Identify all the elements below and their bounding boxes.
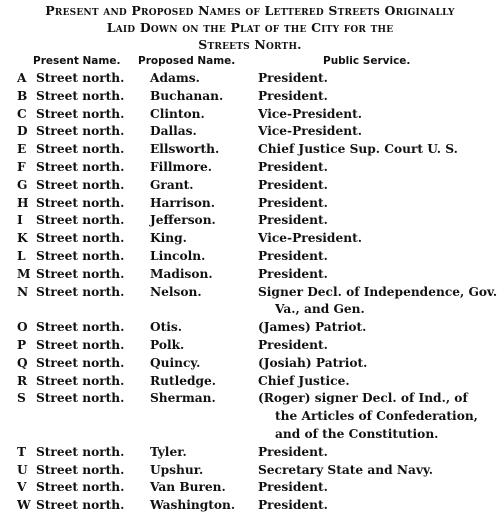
proposed-name: Sherman. xyxy=(150,391,216,406)
header-proposed-name: Proposed Name. xyxy=(138,55,236,67)
public-service-line: President. xyxy=(258,195,328,210)
public-service xyxy=(258,141,490,159)
public-service xyxy=(258,195,490,213)
header-public-service: Public Service. xyxy=(323,55,411,67)
public-service xyxy=(258,88,490,106)
public-service-line: Chief Justice. xyxy=(258,373,350,388)
table-row xyxy=(0,373,500,391)
table-row xyxy=(0,462,500,480)
proposed-name: Adams. xyxy=(150,71,200,85)
public-service-line: Secretary State and Navy. xyxy=(258,462,433,477)
public-service xyxy=(258,390,490,443)
street-letter: O xyxy=(17,320,28,335)
present-name: Street north. xyxy=(36,195,125,210)
present-name: Street north. xyxy=(36,248,125,263)
table-row xyxy=(0,70,500,88)
proposed-name: Tyler. xyxy=(150,444,187,459)
street-letter: U xyxy=(17,462,28,477)
public-service xyxy=(258,355,490,373)
present-name: Street north. xyxy=(36,177,125,192)
table-row xyxy=(0,212,500,230)
public-service-line: President. xyxy=(258,213,328,228)
public-service xyxy=(258,106,490,124)
present-name: Street north. xyxy=(36,142,125,157)
public-service-line: President. xyxy=(258,159,328,174)
proposed-name: Harrison. xyxy=(150,195,215,210)
present-name: Street north. xyxy=(36,462,125,477)
public-service-line: Chief Justice Sup. Court U. S. xyxy=(258,142,458,157)
table-row xyxy=(0,123,500,141)
public-service-line: Vice-President. xyxy=(258,124,362,139)
proposed-name: Madison. xyxy=(150,266,213,281)
public-service xyxy=(258,479,490,497)
table-row xyxy=(0,390,500,443)
public-service-line: President. xyxy=(258,248,328,263)
title-line-1: Present and Proposed Names of Lettered Streets Originally xyxy=(45,3,455,18)
public-service-line: Vice-President. xyxy=(258,231,362,246)
document-title xyxy=(0,2,500,53)
public-service-line: President. xyxy=(258,337,328,352)
proposed-name: Clinton. xyxy=(150,106,205,121)
table-row xyxy=(0,159,500,177)
table-row xyxy=(0,88,500,106)
street-letter: S xyxy=(17,391,26,406)
table-row xyxy=(0,319,500,337)
table-row xyxy=(0,177,500,195)
public-service xyxy=(258,248,490,266)
public-service-line: President. xyxy=(258,444,328,459)
proposed-name: Polk. xyxy=(150,337,185,352)
public-service-line: the Articles of Confederation, xyxy=(275,409,478,424)
proposed-name: Otis. xyxy=(150,320,182,335)
header-present-name: Present Name. xyxy=(33,55,121,67)
public-service xyxy=(258,159,490,177)
public-service xyxy=(258,284,498,320)
public-service-line: Signer Decl. of Independence, Gov. xyxy=(258,284,498,299)
table-row xyxy=(0,195,500,213)
public-service-line: President. xyxy=(258,266,328,281)
proposed-name: Upshur. xyxy=(150,462,204,477)
public-service xyxy=(258,212,490,230)
proposed-name: King. xyxy=(150,231,187,246)
present-name: Street north. xyxy=(36,106,125,121)
public-service xyxy=(258,319,490,337)
street-letter: I xyxy=(17,213,23,228)
present-name: Street north. xyxy=(36,337,125,352)
proposed-name: Fillmore. xyxy=(150,159,212,174)
public-service-line: (Josiah) Patriot. xyxy=(258,355,368,370)
proposed-name: Washington. xyxy=(150,498,236,513)
present-name: Street north. xyxy=(36,71,125,85)
street-letter: C xyxy=(17,106,27,121)
public-service xyxy=(258,177,490,195)
proposed-name: Quincy. xyxy=(150,355,201,370)
public-service-line: President. xyxy=(258,177,328,192)
present-name: Street north. xyxy=(36,480,125,495)
present-name: Street north. xyxy=(36,498,125,513)
public-service-line: President. xyxy=(258,88,328,103)
street-letter: G xyxy=(17,177,28,192)
proposed-name: Buchanan. xyxy=(150,88,224,103)
present-name: Street north. xyxy=(36,373,125,388)
street-letter: A xyxy=(17,71,27,85)
public-service-line: Va., and Gen. xyxy=(275,302,365,317)
table-row xyxy=(0,497,500,515)
street-letter: P xyxy=(17,337,27,352)
present-name: Street north. xyxy=(36,213,125,228)
present-name: Street north. xyxy=(36,231,125,246)
table-row xyxy=(0,248,500,266)
public-service-line: (Roger) signer Decl. of Ind., of xyxy=(258,391,468,406)
public-service xyxy=(258,444,490,462)
street-letter: L xyxy=(17,248,26,263)
public-service xyxy=(258,373,490,391)
street-letter: D xyxy=(17,124,28,139)
table-row xyxy=(0,444,500,462)
proposed-name: Grant. xyxy=(150,177,194,192)
proposed-name: Nelson. xyxy=(150,284,202,299)
street-letter: R xyxy=(17,373,28,388)
table-row xyxy=(0,141,500,159)
public-service-line: President. xyxy=(258,71,328,85)
present-name: Street north. xyxy=(36,444,125,459)
street-names-table xyxy=(0,70,500,515)
present-name: Street north. xyxy=(36,284,125,299)
table-row xyxy=(0,355,500,373)
present-name: Street north. xyxy=(36,266,125,281)
public-service-line: and of the Constitution. xyxy=(275,426,439,441)
table-row xyxy=(0,266,500,284)
public-service xyxy=(258,123,490,141)
present-name: Street north. xyxy=(36,88,125,103)
street-letter: V xyxy=(17,480,27,495)
public-service xyxy=(258,70,490,88)
street-letter: N xyxy=(17,284,29,299)
public-service xyxy=(258,497,490,515)
street-letter: B xyxy=(17,88,28,103)
proposed-name: Ellsworth. xyxy=(150,142,220,157)
proposed-name: Jefferson. xyxy=(150,213,216,228)
street-letter: K xyxy=(17,231,28,246)
table-row xyxy=(0,106,500,124)
present-name: Street north. xyxy=(36,159,125,174)
street-letter: W xyxy=(17,498,31,513)
proposed-name: Van Buren. xyxy=(150,480,226,495)
table-row xyxy=(0,284,500,320)
street-letter: T xyxy=(17,444,27,459)
present-name: Street north. xyxy=(36,355,125,370)
public-service-line: Vice-President. xyxy=(258,106,362,121)
present-name: Street north. xyxy=(36,124,125,139)
table-row xyxy=(0,337,500,355)
street-letter: F xyxy=(17,159,26,174)
public-service-line: President. xyxy=(258,480,328,495)
street-letter: H xyxy=(17,195,29,210)
street-letter: Q xyxy=(17,355,28,370)
proposed-name: Lincoln. xyxy=(150,248,206,263)
present-name: Street north. xyxy=(36,391,125,406)
street-letter: M xyxy=(17,266,31,281)
public-service-line: President. xyxy=(258,498,328,513)
public-service xyxy=(258,337,490,355)
table-row xyxy=(0,479,500,497)
public-service xyxy=(258,230,490,248)
title-line-3: Streets North. xyxy=(198,37,302,52)
title-line-2: Laid Down on the Plat of the City for the xyxy=(106,20,394,35)
proposed-name: Rutledge. xyxy=(150,373,217,388)
present-name: Street north. xyxy=(36,320,125,335)
table-row xyxy=(0,230,500,248)
proposed-name: Dallas. xyxy=(150,124,197,139)
street-letter: E xyxy=(17,142,27,157)
public-service xyxy=(258,462,490,480)
public-service xyxy=(258,266,490,284)
public-service-line: (James) Patriot. xyxy=(258,320,367,335)
